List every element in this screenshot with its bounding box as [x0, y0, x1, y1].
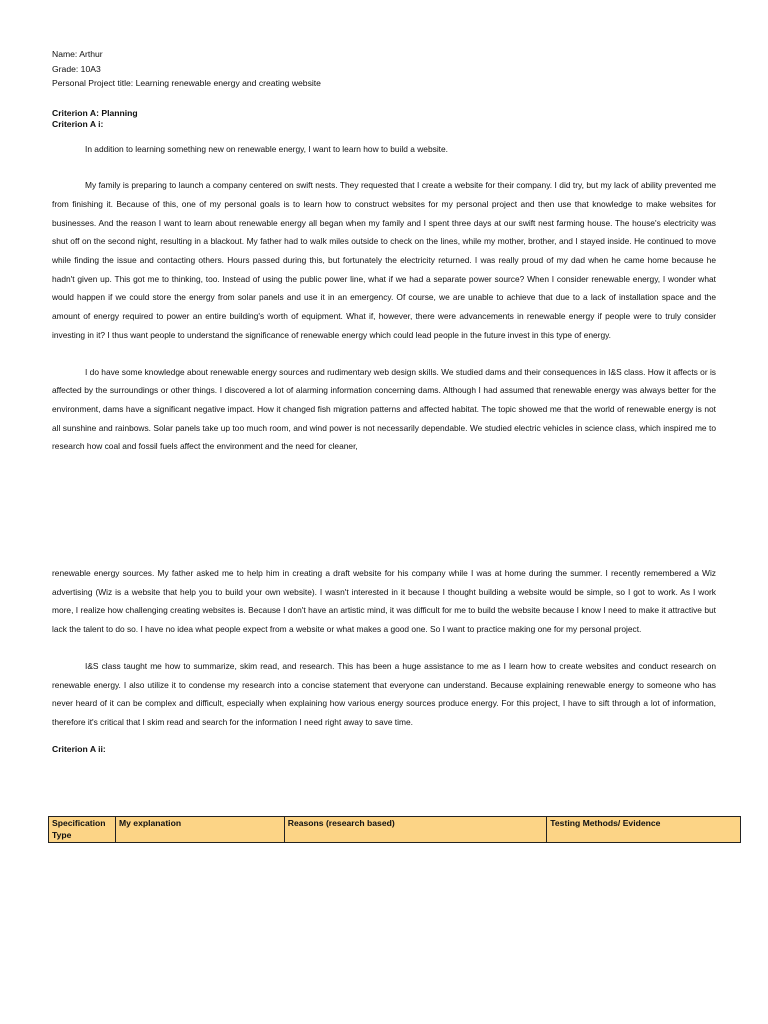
paragraph-family-company: My family is preparing to launch a company centered on swift nests. They requested that I create a website for their company. I did try, but my lack of ability prevented me from finishing it. Because of this, one of my personal goals is to learn how to construct websites for my personal project and then use that knowledge to make websites for businesses. And the reason I want to learn about renewable energy all began when my family and I spent three days at our swift nest farming house. The house's electricity was shut off on the second night, resulting in a blackout. My father had to walk miles outside to check on the lines, while my mother, brother, and I stayed inside. He continued to move while finding the issue and contacting others. Hours passed during this, but fortunately the electricity returned. I was really proud of my dad when he came home because he hadn't given up. This got me to thinking, too. Instead of using the public power line, what if we had a separate power source? When I consider renewable energy, I wonder what would happen if we could store the energy from solar panels and use it in an emergency. Of course, we are unable to achieve that due to a lack of installation space and the amount of energy required to power an entire building's worth of equipment. What if, however, there were advancements in renewable energy if people were to truly consider investing in it? I thus want people to understand the significance of renewable energy which could lead people in the future invest in this type of energy.: [52, 180, 716, 340]
student-name: Name: Arthur: [52, 49, 103, 59]
specification-table: [48, 816, 741, 843]
project-title: Personal Project title: Learning renewable energy and creating website: [52, 78, 321, 88]
table-header-row: [49, 817, 741, 843]
criterion-a-i-heading: Criterion A i:: [52, 119, 104, 129]
student-grade: Grade: 10A3: [52, 63, 101, 74]
column-header-specification-type: Specification Type: [49, 817, 116, 843]
paragraph-skills: I&S class taught me how to summarize, skim read, and research. This has been a huge assistance to me as I learn how to create websites and conduct research on renewable energy. I also utilize it to condense my research into a concise statement that everyone can understand. Because explaining renewable energy to someone who has never heard of it can be complex and difficult, especially when explaining how various energy sources produce energy. For this project, I have to sift through a lot of information, therefore it's critical that I skim read and search for the information I need right away to save time.: [52, 660, 716, 727]
criterion-a-heading: Criterion A: Planning: [52, 107, 138, 118]
paragraph-website-draft: renewable energy sources. My father asked me to help him in creating a draft website for his company while I was at home during the summer. I recently remembered a Wiz advertising (Wiz is a website that help you to build your own website). I wasn't interested in it because I thought building a website would be simple, so I got to work. As I work more, I realize how challenging creating websites is. Because I don't have an artistic mind, it was difficult for me to build the website because I know I need to make it attractive but lack the talent to do so. I have no idea what people expect from a website or what makes a good one. So I want to practice making one for my personal project.: [52, 568, 716, 635]
column-header-reasons: Reasons (research based): [284, 817, 547, 843]
column-header-testing-methods: Testing Methods/ Evidence: [547, 817, 741, 843]
criterion-a-ii-heading: Criterion A ii:: [52, 743, 106, 754]
paragraph-intro: In addition to learning something new on renewable energy, I want to learn how to build a website.: [85, 143, 448, 154]
page-break: [52, 456, 716, 564]
column-header-my-explanation: My explanation: [115, 817, 284, 843]
paragraph-knowledge: I do have some knowledge about renewable energy sources and rudimentary web design skills. We studied dams and their consequences in I&S class. How it affects or is affected by the surroundings or other things. I discovered a lot of alarming information concerning dams. Although I had assumed that renewable energy was always better for the environment, dams have a significant negative impact. How it changed fish migration patterns and affected habitat. The topic showed me that the world of renewable energy is not all sunshine and rainbows. Solar panels take up too much room, and wind power is not necessarily dependable. We studied electric vehicles in science class, which inspired me to research how coal and fossil fuels affect the environment and the need for cleaner,: [52, 366, 716, 452]
document-page: [52, 47, 716, 755]
